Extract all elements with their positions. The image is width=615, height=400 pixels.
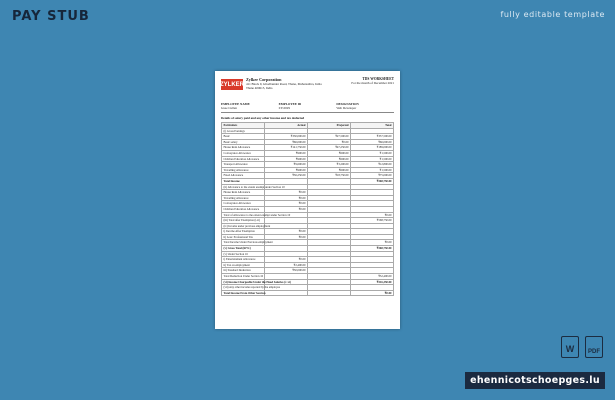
column-header: Total (351, 123, 394, 129)
table-cell: House Rent Allowance (222, 145, 265, 151)
table-cell: iii) Standard Deduction (222, 268, 265, 274)
table-cell: ₹189,000.00 (351, 145, 394, 151)
table-cell: ₹900.00 (265, 156, 308, 162)
table-cell: Conveyance Allowance (222, 150, 265, 156)
table-cell: ₹900.00 (265, 150, 308, 156)
table-cell: ii) Less: Professional Tax (222, 234, 265, 240)
pay-stub-document (215, 71, 400, 329)
company-name: Zylker Corporation (246, 77, 282, 82)
format-icons (561, 336, 603, 358)
table-cell: Children Education Allowance (222, 156, 265, 162)
table-cell: ₹600.00 (308, 167, 351, 173)
table-cell: (i) Gross Earnings (222, 128, 265, 134)
table-cell: ₹3,200.00 (308, 162, 351, 168)
table-cell: ₹600.00 (308, 156, 351, 162)
table-cell: Basic (222, 134, 265, 140)
table-cell: ₹50,000.00 (265, 268, 308, 274)
table-cell: ₹0.00 (265, 206, 308, 212)
tagline: fully editable template (500, 10, 605, 19)
table-cell: ₹66,000.00 (351, 139, 394, 145)
table-cell (308, 290, 351, 296)
table-cell: Fixed Allowance (222, 173, 265, 179)
column-header: Projected (308, 123, 351, 129)
table-cell: Transport Allowance (222, 162, 265, 168)
table-cell: ₹0.00 (265, 195, 308, 201)
employee-id-value: ZY-0029 (278, 106, 290, 110)
page-title: PAY STUB (12, 9, 90, 24)
company-address: 411 Block 9, Ghodbunder Road, Thane, Maharashtra, India (246, 82, 322, 86)
table-cell: House Rent Allowance (222, 190, 265, 196)
table-cell: Total Income From Other Sources (223, 290, 266, 295)
column-header: Particulars (222, 123, 265, 129)
table-cell: Conveyance Allowance (222, 201, 265, 207)
table-cell: ₹0.00 (351, 212, 394, 218)
table-cell: ₹1,500.00 (351, 167, 394, 173)
company-block (221, 77, 322, 90)
table-cell: Total Income (222, 178, 265, 184)
table-cell: (ii) Allowance to the extent exempt under Section 10 (223, 184, 285, 189)
table-cell: (v) Under Section 16 (222, 251, 265, 257)
table-cell: ₹600.00 (308, 150, 351, 156)
table-cell: ₹141,750.00 (265, 145, 308, 151)
table-cell: (vi) Income Chargeable Under the Head Salaries (v-vi) (223, 279, 291, 284)
table-cell: ₹56,250.00 (265, 173, 308, 179)
table-cell: ₹0.00 (265, 190, 308, 196)
word-icon[interactable] (561, 336, 579, 358)
table-cell: ₹0.00 (308, 139, 351, 145)
worksheet-info (351, 77, 394, 85)
table-cell: ₹0.00 (351, 290, 394, 296)
table-cell: ₹52,400.00 (351, 274, 394, 280)
tds-table (221, 122, 394, 296)
table-cell: ₹0.00 (265, 234, 308, 240)
table-cell: ₹0.00 (265, 201, 308, 207)
table-cell: Travelling Allowance (222, 167, 265, 173)
table-cell: ₹900.00 (265, 167, 308, 173)
worksheet-title: TDS WORKSHEET (362, 77, 394, 81)
table-cell: Children Education Allowance (222, 206, 265, 212)
table-cell: Total Income Under Previous employment (223, 240, 273, 245)
table-cell: ₹0.00 (351, 240, 394, 246)
table-cell: ₹9,600.00 (265, 162, 308, 168)
designation-label: DESIGNATION (336, 102, 359, 106)
table-cell: (iii) Total after Exemption (i-ii) (222, 218, 265, 224)
table-cell: ₹2,400.00 (265, 262, 308, 268)
designation-value: Web Developer (336, 106, 357, 110)
table-cell (265, 290, 308, 296)
table-cell: ₹0.00 (265, 229, 308, 235)
table-cell: ₹75,000.00 (351, 173, 394, 179)
employee-id-label: EMPLOYEE ID (278, 102, 302, 106)
table-cell: ₹330,000.00 (265, 134, 308, 140)
table-cell: ii) Tax on employment (222, 262, 265, 268)
table-cell: ₹47,250.00 (308, 145, 351, 151)
table-cell: ₹66,000.00 (265, 139, 308, 145)
table-cell: Total of Allowance to the extent exempt under Section 10 (223, 212, 291, 217)
table-cell: (vii) Any other income reported by the employee (223, 285, 281, 290)
pdf-icon[interactable] (585, 336, 603, 358)
table-cell: i) Entertainment Allowance (222, 257, 265, 263)
table-cell: ₹568,750.00 (351, 218, 394, 224)
company-address-line2: Thane 400615, India (246, 86, 273, 91)
employee-name-label: EMPLOYEE NAME (221, 102, 250, 106)
table-cell: ₹18,750.00 (308, 173, 351, 179)
word-glyph: W (565, 344, 575, 354)
table-cell: (iv) Income under previous employment (223, 223, 271, 228)
table-row (222, 290, 394, 296)
table-cell: ₹568,750.00 (351, 178, 394, 184)
table-cell: Basic salary (222, 139, 265, 145)
worksheet-period: For the month of December 2021 (351, 81, 394, 86)
table-cell: ₹1,500.00 (351, 150, 394, 156)
table-cell: ₹568,750.00 (351, 246, 394, 252)
table-cell: i) Income After Exemption (222, 229, 265, 235)
table-cell: ₹0.00 (265, 257, 308, 263)
details-heading: Details of salary paid and any other income and tax deducted (221, 116, 305, 120)
table-cell: ₹357,500.00 (351, 134, 394, 140)
company-info (246, 77, 322, 90)
table-cell: (v) Gross Total (iii+iv) (222, 246, 265, 252)
table-cell: ₹12,800.00 (351, 162, 394, 168)
table-cell: ₹516,350.00 (351, 279, 394, 285)
column-header: Actual (265, 123, 308, 129)
pdf-glyph: PDF (588, 349, 600, 355)
employee-name-value: Jesse Cullen (221, 106, 237, 110)
table-cell: Travelling Allowance (222, 195, 265, 201)
company-logo: ZYLKER (221, 79, 243, 90)
employee-info (221, 102, 394, 113)
site-banner: ehennicotschoepges.lu (465, 372, 605, 389)
document-header (221, 77, 394, 99)
table-cell: Total Deduction Under Section 16 (223, 274, 264, 279)
table-cell: ₹1,500.00 (351, 156, 394, 162)
table-cell: ₹27,500.00 (308, 134, 351, 140)
